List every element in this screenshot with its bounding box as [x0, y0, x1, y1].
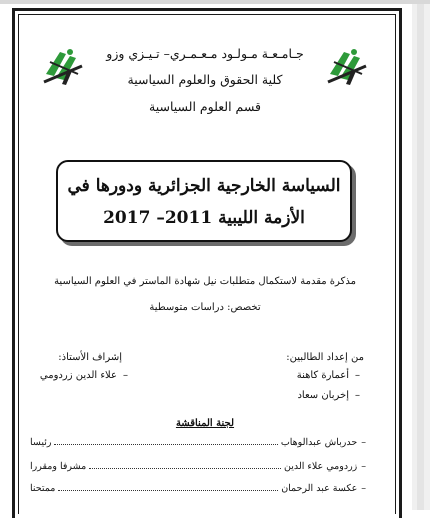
committee-member-name: عكسة عبد الرحمان: [281, 483, 358, 494]
faculty-name: كلية الحقوق والعلوم السياسية: [127, 72, 283, 87]
thesis-title-box: [56, 160, 352, 242]
supervisor-label: إشراف الأستاذ:: [58, 352, 122, 363]
committee-member-row: – زردومي علاء الدين مشرفا ومقررا: [30, 461, 366, 472]
committee-member-row: – عكسة عبد الرحمان ممتحنا: [30, 483, 366, 494]
supervisor-name: –علاء الدين زردومي: [39, 370, 128, 381]
committee-member-role: مشرفا ومقررا: [30, 461, 87, 472]
committee-member-role: رئيسا: [30, 437, 52, 448]
student-name: –أعمارة كاهنة: [296, 370, 360, 381]
committee-member-name: زردومي علاء الدين: [284, 461, 358, 472]
department-name: قسم العلوم السياسية: [149, 99, 261, 114]
vertical-scrollbar[interactable]: [412, 4, 430, 510]
committee-member-row: – حدرباش عبدالوهاب رئيسا: [30, 437, 366, 448]
thesis-title-line-2: الأزمة الليبية 2011– 2017: [103, 208, 305, 228]
committee-member-role: ممتحنا: [30, 483, 56, 494]
specialty: تخصص: دراسات متوسطية: [149, 302, 261, 313]
committee-title: لجنة المناقشة: [175, 418, 235, 429]
dotted-leader: [58, 489, 278, 491]
dotted-leader: [54, 443, 277, 445]
thesis-purpose: مذكرة مقدمة لاستكمال متطلبات نيل شهادة الماستر في العلوم السياسية: [54, 276, 356, 287]
scrollbar-track[interactable]: [417, 4, 424, 510]
university-logo-icon: [324, 44, 370, 88]
students-label: من إعداد الطالبين:: [286, 352, 364, 363]
student-name: –إخربان سعاد: [297, 390, 360, 401]
university-logo-icon: [40, 44, 86, 88]
university-name: جـامـعـة مـولـود مـعـمـري– تـيـزي وزو: [106, 46, 304, 61]
dotted-leader: [89, 467, 281, 469]
thesis-title-line-1: السياسة الخارجية الجزائرية ودورها في: [67, 176, 341, 196]
committee-member-name: حدرباش عبدالوهاب: [280, 437, 358, 448]
viewer-top-edge: [0, 0, 430, 4]
